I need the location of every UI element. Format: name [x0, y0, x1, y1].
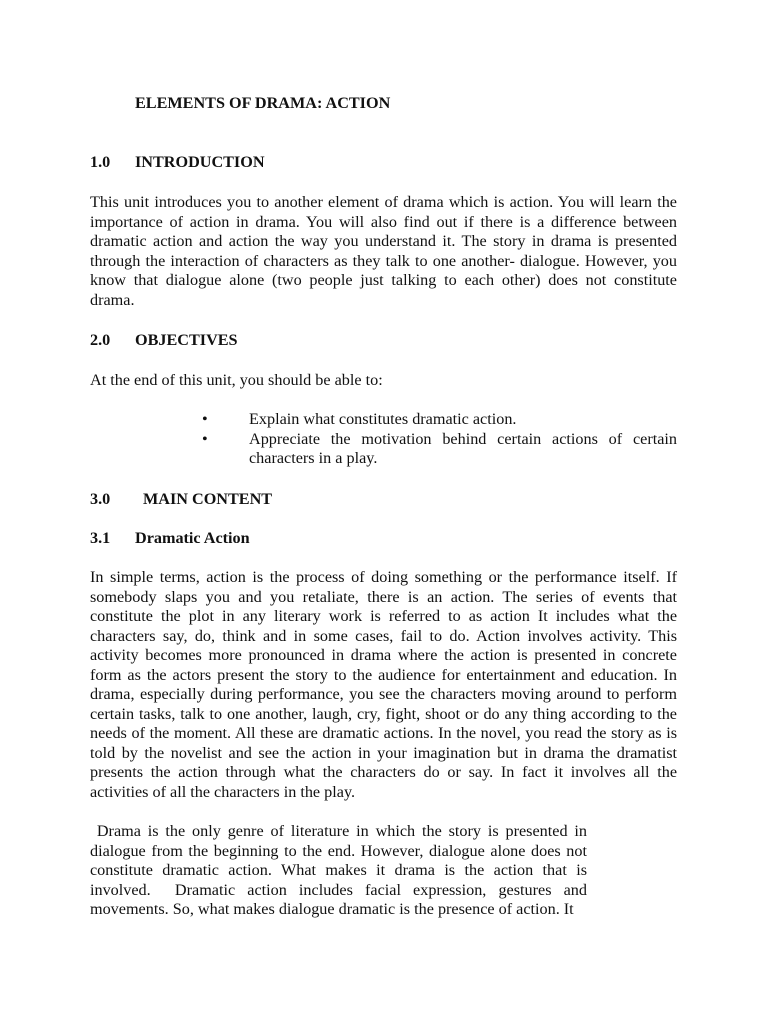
section-title: INTRODUCTION — [135, 153, 265, 171]
section-title: Dramatic Action — [135, 529, 250, 547]
objectives-lead: At the end of this unit, you should be able to: — [90, 371, 383, 389]
section-title: MAIN CONTENT — [143, 490, 273, 508]
list-item-text: Appreciate the motivation behind certain actions of certain characters in a play. — [249, 429, 677, 467]
list-item-text: Explain what constitutes dramatic action. — [249, 410, 517, 428]
list-item — [200, 430, 677, 469]
section-number: 1.0 — [90, 153, 111, 171]
document-title: ELEMENTS OF DRAMA: ACTION — [135, 94, 391, 112]
section-heading-introduction — [90, 153, 265, 173]
dramatic-action-paragraph-2: Drama is the only genre of literature in which the story is presented in dialogue from the beginning to the end. However, dialogue alone does not constitute dramatic action. What makes it drama is the action that is involved. Dramatic action includes facial expression, gestures and movements. So, what makes dialogue dramatic is the presence of action. It — [90, 822, 592, 918]
list-item — [200, 410, 677, 430]
section-heading-objectives — [90, 331, 238, 351]
section-heading-dramatic-action — [90, 529, 250, 549]
dramatic-action-paragraph-1: In simple terms, action is the process of doing something or the performance itself. If somebody slaps you and you retaliate, there is an action. The series of events that constitute the plot in any literary work is referred to as action It includes what the characters say, do, think and in some cases, fail to do. Action involves activity. This activity becomes more pronounced in drama where the action is presented in concrete form as the actors present the story to the audience for entertainment and education. In drama, especially during performance, you see the characters moving around to perform certain tasks, talk to one another, laugh, cry, fight, shoot or do any thing according to the needs of the moment. All these are dramatic actions. In the novel, you read the story as is told by the novelist and see the action in your imagination but in drama the dramatist presents the action through what the characters do or say. In fact it involves all the activities of all the characters in the play. — [90, 568, 677, 801]
section-title: OBJECTIVES — [135, 331, 238, 349]
bullet-icon: • — [202, 410, 208, 428]
introduction-paragraph: This unit introduces you to another element of drama which is action. You will learn the importance of action in drama. You will also find out if there is a difference between dramatic action and action the way you understand it. The story in drama is presented through the interaction of characters as they talk to one another- dialogue. However, you know that dialogue alone (two people just talking to each other) does not constitute drama. — [90, 193, 677, 309]
section-number: 3.0 — [90, 490, 111, 508]
section-number: 3.1 — [90, 529, 111, 547]
section-heading-main-content — [90, 490, 272, 510]
bullet-icon: • — [202, 429, 208, 448]
objectives-list — [200, 410, 677, 469]
section-number: 2.0 — [90, 331, 111, 349]
